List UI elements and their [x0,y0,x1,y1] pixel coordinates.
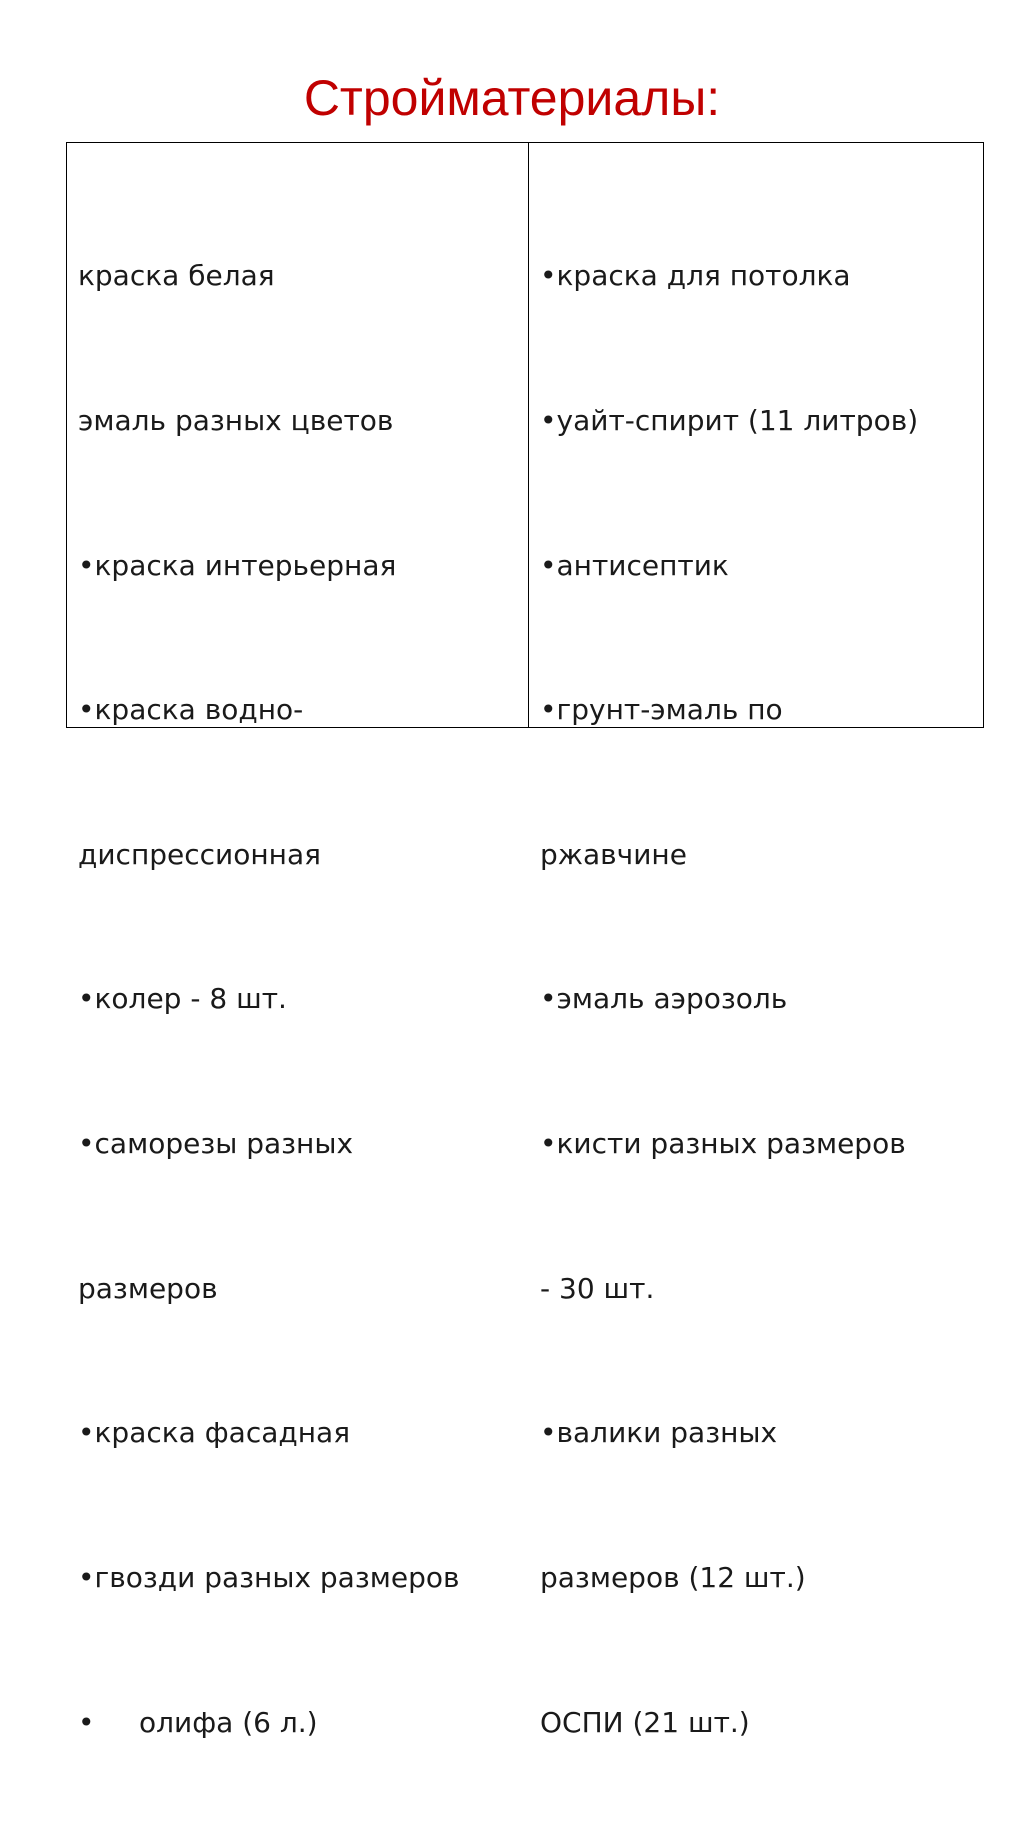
list-item: •краска интерьерная [78,548,397,582]
list-item: •краска фасадная [78,1416,351,1450]
list-item: •саморезы разных [78,1127,354,1161]
left-column [67,143,529,1739]
list-item: краска белая [78,259,275,293]
list-item: •кисти разных размеров [540,1127,906,1161]
list-item: •грунт-эмаль по [540,693,783,727]
list-item: диспрессионная [78,837,321,871]
list-item: •эмаль аэрозоль [540,982,788,1016]
slide-title: Стройматериалы: [303,70,721,126]
list-item: •краска для потолка [540,259,851,293]
right-column [529,143,983,1739]
list-item: ржавчине [540,837,687,871]
list-item: •валики разных [540,1416,778,1450]
list-item: •антисептик [540,548,729,582]
list-item: размеров (12 шт.) [540,1560,806,1594]
list-item: - 30 шт. [540,1271,655,1305]
list-item: •уайт-спирит (11 литров) [540,404,919,438]
list-item: •колер - 8 шт. [78,982,287,1016]
list-item: •гвозди разных размеров [78,1560,460,1594]
materials-table [66,142,984,1739]
list-item: эмаль разных цветов [78,404,394,438]
list-item: ОСПИ (21 шт.) [540,1705,750,1739]
list-item: размеров [78,1271,218,1305]
list-item: •краска водно- [78,693,304,727]
list-item: • олифа (6 л.) [78,1705,318,1739]
